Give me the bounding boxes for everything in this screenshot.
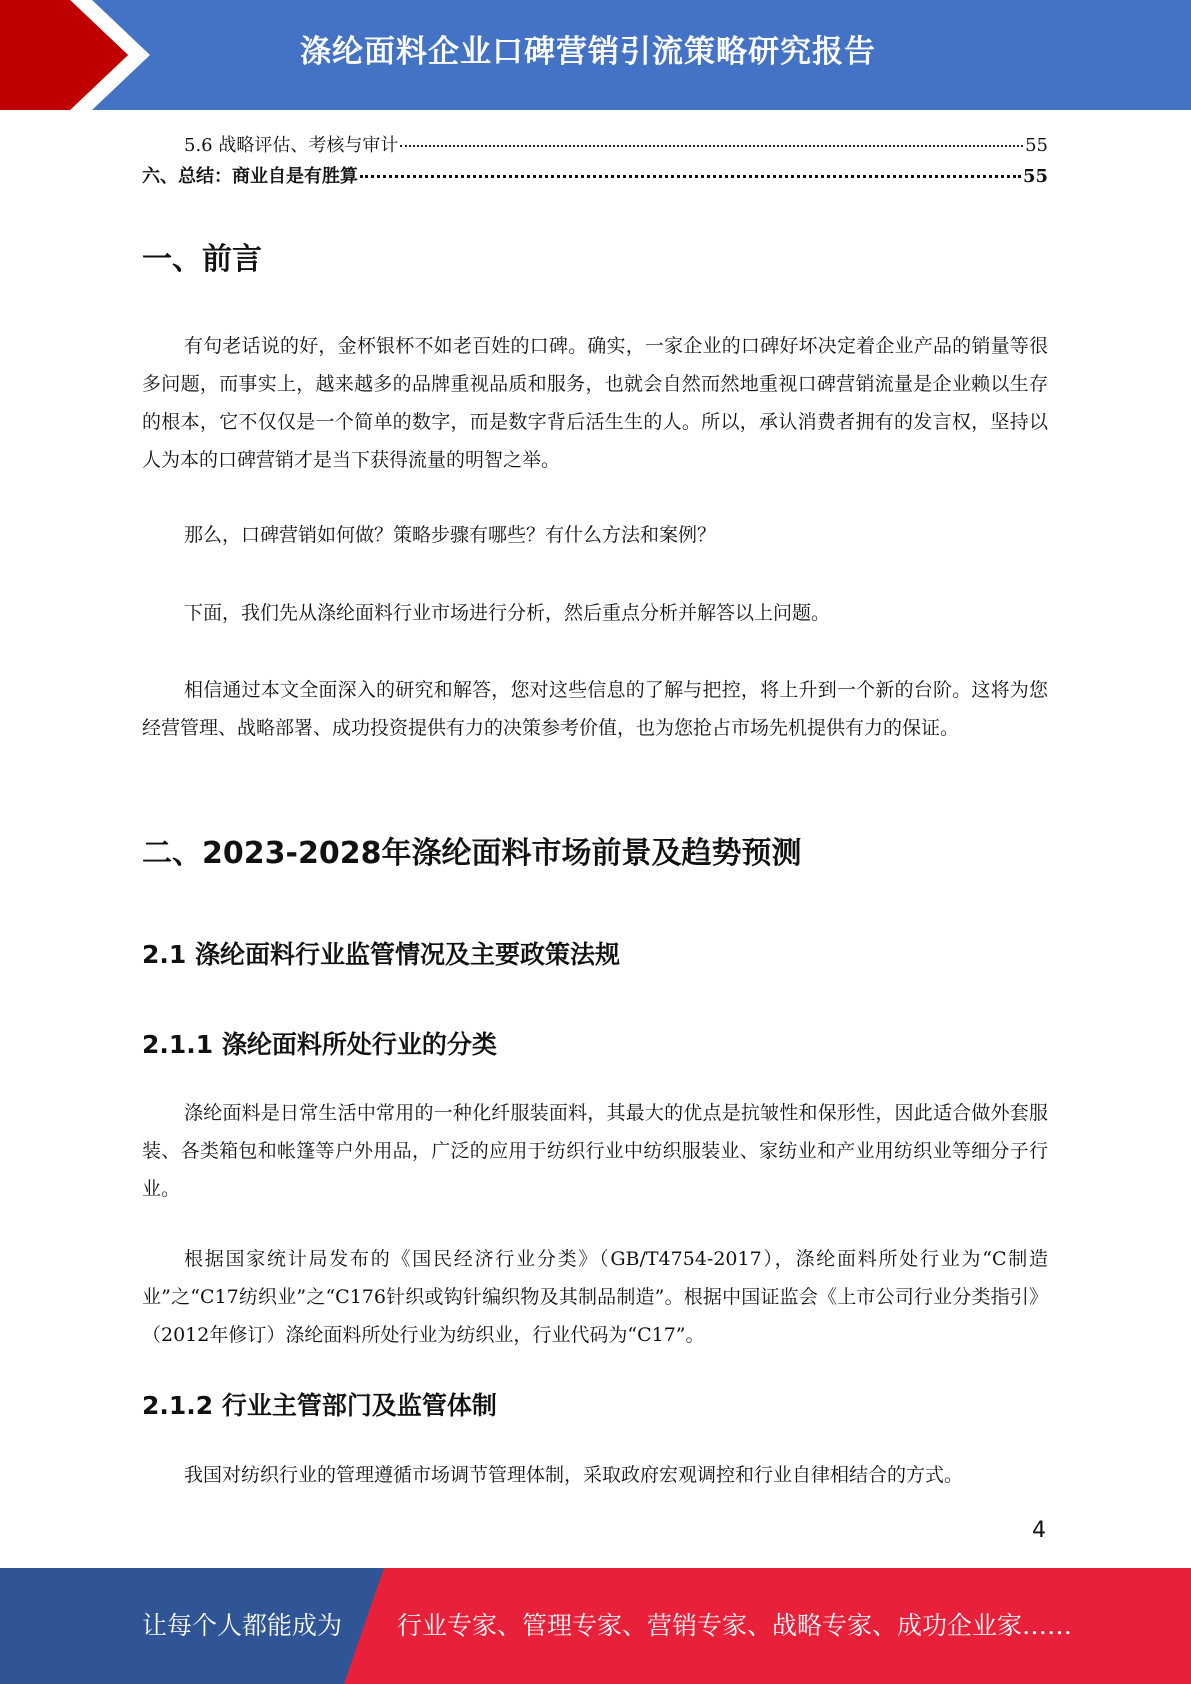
footer-slogan-left: 让每个人都能成为 (142, 1611, 343, 1640)
paragraph: 那么，口碑营销如何做？策略步骤有哪些？有什么方法和案例？ (184, 524, 717, 546)
toc-entry-page: 55 (1025, 135, 1048, 156)
toc-entry-page: 55 (1022, 166, 1048, 187)
toc-entry[interactable] (184, 131, 1048, 157)
toc-leader-dots (360, 175, 1021, 178)
toc-entry[interactable] (142, 162, 1048, 188)
paragraph: 我国对纺织行业的管理遵循市场调节管理体制，采取政府宏观调控和行业自律相结合的方式。 (184, 1464, 964, 1486)
page-number: 4 (1032, 1518, 1046, 1543)
footer-banner (0, 1568, 1191, 1684)
paragraph: 下面，我们先从涤纶面料行业市场进行分析，然后重点分析并解答以上问题。 (184, 602, 831, 624)
report-title: 涤纶面料企业口碑营销引流策略研究报告 (300, 34, 876, 70)
paragraph: 根据国家统计局发布的《国民经济行业分类》（GB/T4754-2017），涤纶面料所处行业为“C制造业”之“C17纺织业”之“C176针织或钩针编织物及其制品制造”。根据中国证监会《上市公司行业分类指引》（2012年修订）涤纶面料所处行业为纺织业，行业代码为“C17”。 (142, 1248, 1048, 1346)
header-banner (0, 0, 1191, 110)
toc-entry-label: 六、总结：商业自是有胜算 (142, 166, 358, 187)
paragraph: 相信通过本文全面深入的研究和解答，您对这些信息的了解与把控，将上升到一个新的台阶。这将为您经营管理、战略部署、成功投资提供有力的决策参考价值，也为您抢占市场先机提供有力的保证。 (142, 679, 1048, 739)
toc-leader-dots (400, 145, 1023, 147)
subsection-heading-classification: 2.1.1 涤纶面料所处行业的分类 (142, 1030, 497, 1059)
subsection-heading-authority: 2.1.2 行业主管部门及监管体制 (142, 1391, 497, 1420)
paragraph: 有句老话说的好，金杯银杯不如老百姓的口碑。确实，一家企业的口碑好坏决定着企业产品的销量等很多问题，而事实上，越来越多的品牌重视品质和服务，也就会自然而然地重视口碑营销流量是企业赖以生存的根本，它不仅仅是一个简单的数字，而是数字背后活生生的人。所以，承认消费者拥有的发言权，坚持以人为本的口碑营销才是当下获得流量的明智之举。 (142, 335, 1048, 471)
section-heading-preface: 一、前言 (142, 242, 262, 277)
header-arrow-inner (0, 0, 150, 110)
subsection-heading-regulation: 2.1 涤纶面料行业监管情况及主要政策法规 (142, 940, 620, 969)
section-heading-forecast: 二、2023-2028年涤纶面料市场前景及趋势预测 (142, 836, 802, 871)
toc-entry-label: 5.6 战略评估、考核与审计 (184, 135, 399, 156)
footer-slogan-right: 行业专家、管理专家、营销专家、战略专家、成功企业家…… (397, 1611, 1073, 1640)
paragraph: 涤纶面料是日常生活中常用的一种化纤服装面料，其最大的优点是抗皱性和保形性，因此适合做外套服装、各类箱包和帐篷等户外用品，广泛的应用于纺织行业中纺织服装业、家纺业和产业用纺织业等细分子行业。 (142, 1102, 1048, 1200)
